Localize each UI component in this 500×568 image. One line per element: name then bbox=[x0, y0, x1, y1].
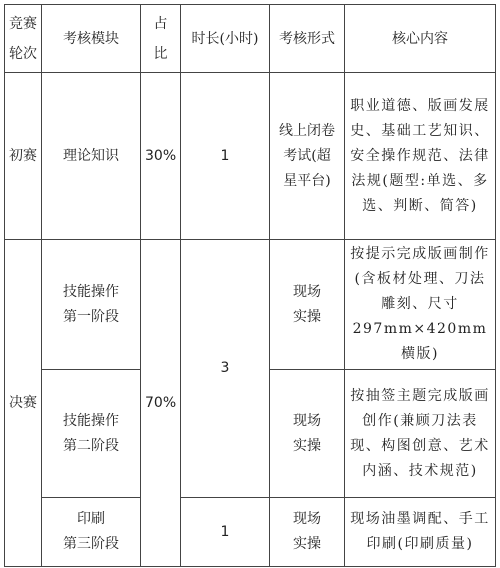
table-row bbox=[5, 498, 496, 567]
stage3-form-cell: 现场 实操 bbox=[270, 498, 345, 567]
final-share-cell: 70% bbox=[141, 240, 181, 567]
stage2-form-cell: 现场 实操 bbox=[270, 370, 345, 498]
stage3-content-cell: 现场油墨调配、手工印刷(印刷质量) bbox=[345, 498, 496, 567]
prelim-round-cell: 初赛 bbox=[5, 73, 42, 240]
prelim-duration-cell: 1 bbox=[181, 73, 270, 240]
exam-schedule-table bbox=[4, 4, 496, 567]
prelim-form-cell: 线上闭卷 考试(超 星平台) bbox=[270, 73, 345, 240]
stage1-content-cell: 按提示完成版画制作(含板材处理、刀法雕刻、尺寸 297mm×420mm 横版) bbox=[345, 240, 496, 370]
header-duration: 时长(小时) bbox=[181, 5, 270, 73]
final-duration-cell: 3 bbox=[181, 240, 270, 498]
table-row bbox=[5, 240, 496, 370]
stage1-form-cell: 现场 实操 bbox=[270, 240, 345, 370]
stage3-module-cell: 印刷 第三阶段 bbox=[42, 498, 141, 567]
header-module: 考核模块 bbox=[42, 5, 141, 73]
header-content: 核心内容 bbox=[345, 5, 496, 73]
header-round: 竞赛 轮次 bbox=[5, 5, 42, 73]
table-row bbox=[5, 73, 496, 240]
header-form: 考核形式 bbox=[270, 5, 345, 73]
prelim-share-cell: 30% bbox=[141, 73, 181, 240]
stage1-module-cell: 技能操作 第一阶段 bbox=[42, 240, 141, 370]
stage2-module-cell: 技能操作 第二阶段 bbox=[42, 370, 141, 498]
stage3-duration-cell: 1 bbox=[181, 498, 270, 567]
table-header-row bbox=[5, 5, 496, 73]
final-round-cell: 决赛 bbox=[5, 240, 42, 567]
stage2-content-cell: 按抽签主题完成版画创作(兼顾刀法表现、构图创意、艺术内涵、技术规范) bbox=[345, 370, 496, 498]
prelim-module-cell: 理论知识 bbox=[42, 73, 141, 240]
prelim-content-cell: 职业道德、版画发展史、基础工艺知识、安全操作规范、法律法规(题型:单选、多选、判断、简答) bbox=[345, 73, 496, 240]
header-share: 占 比 bbox=[141, 5, 181, 73]
